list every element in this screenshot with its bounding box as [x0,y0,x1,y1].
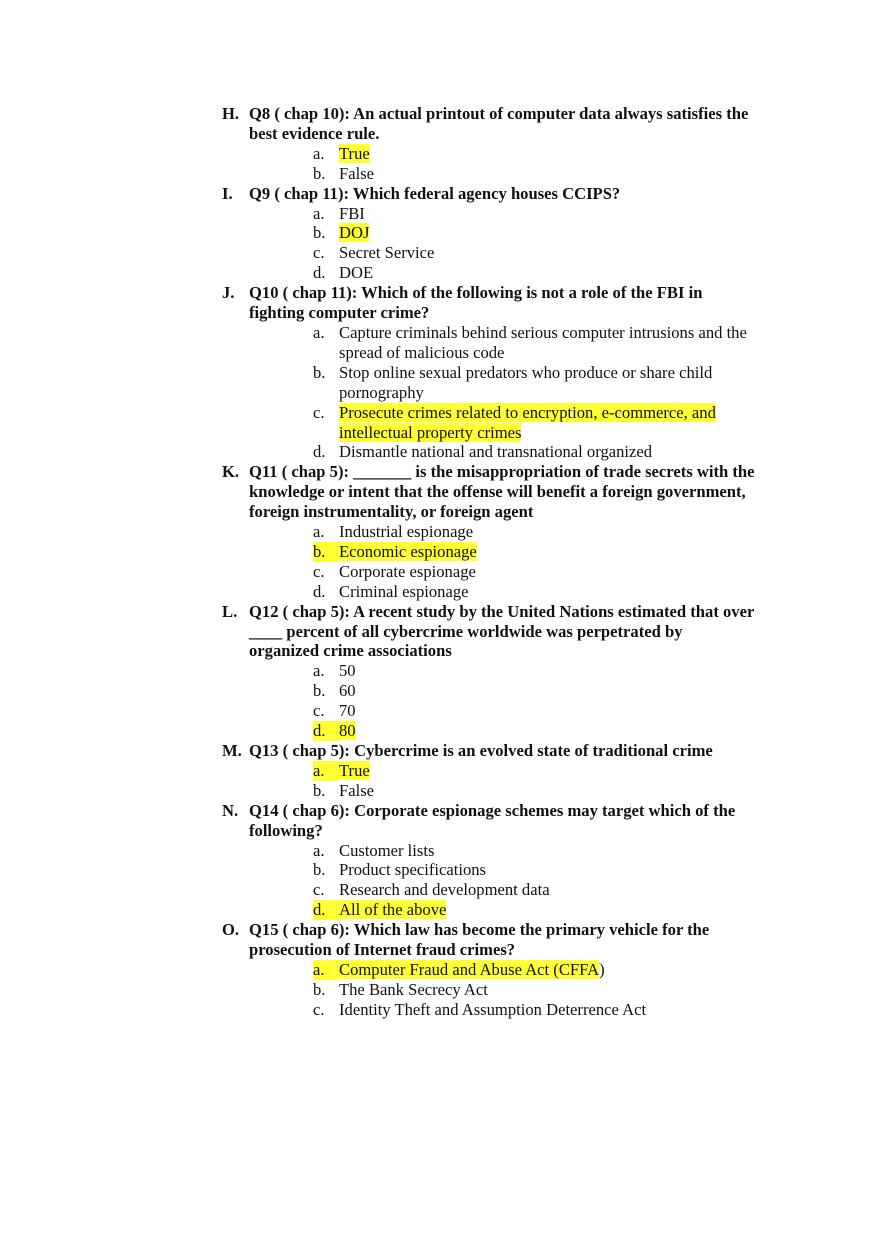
option-letter: b. [313,860,326,880]
answer-option [222,243,822,263]
question-text-line [222,920,822,940]
option-text: intellectual property crimes [339,422,522,442]
question-text-line [222,602,822,622]
question-item [222,104,822,184]
question-text: Q14 ( chap 6): Corporate espionage schemes may target which of the [249,800,736,820]
option-text: False [339,163,375,183]
question-letter: K. [222,462,240,482]
option-text: DOE [339,263,374,283]
answer-option [222,204,822,224]
answer-option [222,144,822,164]
question-text: organized crime associations [249,641,452,661]
answer-option [222,980,822,1000]
question-text-line [222,502,822,522]
answer-option [222,542,822,562]
question-text-line [222,821,822,841]
question-text-line [222,940,822,960]
option-text: Stop online sexual predators who produce or share child [339,362,713,382]
question-text-line [222,741,822,761]
option-letter: c. [313,880,325,900]
option-letter: a. [313,661,325,681]
option-letter: b. [313,542,339,562]
option-text: True [339,760,370,780]
option-letter: c. [313,402,325,422]
option-letter: d. [313,442,326,462]
answer-option [222,522,822,542]
option-text: Product specifications [339,860,487,880]
option-text: False [339,780,375,800]
question-text-line [222,482,822,502]
answer-option [222,860,822,880]
question-text: foreign instrumentality, or foreign agent [249,502,534,522]
answer-option [222,323,822,343]
question-text: knowledge or intent that the offense will benefit a foreign government, [249,482,746,502]
question-letter: I. [222,183,233,203]
answer-option [222,761,822,781]
answer-option [222,263,822,283]
question-item [222,801,822,920]
answer-option [222,701,822,721]
answer-option [222,661,822,681]
question-letter: N. [222,800,239,820]
answer-option [222,1000,822,1020]
option-letter: a. [313,143,325,163]
option-letter: d. [313,721,339,741]
answer-option [222,164,822,184]
question-text-line [222,622,822,642]
option-text: All of the above [339,900,447,920]
question-letter: M. [222,741,242,760]
answer-option [222,582,822,602]
option-letter: b. [313,681,326,701]
question-text-line [222,283,822,303]
option-letter: b. [313,362,326,382]
option-text: Capture criminals behind serious computer intrusions and the [339,322,747,342]
option-text: Prosecute crimes related to encryption, e-commerce, and [339,402,716,422]
question-item [222,741,822,801]
question-text: ____ percent of all cybercrime worldwide was perpetrated by [249,621,683,641]
question-item [222,920,822,1020]
option-letter: d. [313,900,339,920]
option-letter: a. [313,203,325,223]
answer-option [222,383,822,403]
answer-option [222,403,822,423]
question-item [222,602,822,741]
answer-option [222,442,822,462]
option-text: 80 [339,721,356,741]
answer-option [222,343,822,363]
question-text-line [222,124,822,144]
option-text: FBI [339,203,365,223]
option-letter: d. [313,581,326,601]
answer-option [222,900,822,920]
question-letter: O. [222,920,240,940]
question-letter: J. [222,283,235,303]
option-letter: b. [313,979,326,999]
option-text: 50 [339,661,356,681]
question-text-line [222,641,822,661]
question-text: prosecution of Internet fraud crimes? [249,940,516,960]
option-letter: c. [313,701,325,721]
option-text: True [339,143,370,163]
option-text: Industrial espionage [339,522,474,542]
option-letter: b. [313,223,326,243]
option-letter: c. [313,561,325,581]
answer-option [222,363,822,383]
option-letter: a. [313,960,339,980]
question-text-line [222,104,822,124]
option-text: DOJ [339,223,370,243]
option-text: The Bank Secrecy Act [339,979,488,999]
question-text: Q13 ( chap 5): Cybercrime is an evolved state of traditional crime [249,741,713,760]
question-text: best evidence rule. [249,123,380,143]
option-text: 60 [339,681,356,701]
option-text: Secret Service [339,243,435,263]
question-text: Q8 ( chap 10): An actual printout of computer data always satisfies the [249,104,749,123]
answer-option [222,223,822,243]
answer-option [222,960,822,980]
option-text: spread of malicious code [339,342,505,362]
question-letter: H. [222,104,240,123]
option-text: Research and development data [339,880,550,900]
question-text-line [222,801,822,821]
quiz-document [222,104,822,1020]
question-item [222,283,822,462]
option-text: Corporate espionage [339,561,476,581]
question-text: fighting computer crime? [249,303,430,323]
question-text: Q15 ( chap 6): Which law has become the primary vehicle for the [249,920,710,940]
option-text-suffix: ) [599,959,605,979]
question-item [222,184,822,284]
question-text: Q10 ( chap 11): Which of the following is not a role of the FBI in [249,283,703,303]
question-text: following? [249,820,323,840]
question-text: Q12 ( chap 5): A recent study by the United Nations estimated that over [249,601,755,621]
option-letter: a. [313,322,325,342]
answer-option [222,841,822,861]
question-text: Q11 ( chap 5): _______ is the misappropriation of trade secrets with the [249,462,755,482]
option-letter: a. [313,522,325,542]
question-text-line [222,184,822,204]
option-text: Dismantle national and transnational organized [339,442,653,462]
option-letter: c. [313,243,325,263]
answer-option [222,781,822,801]
option-letter: b. [313,163,326,183]
option-letter: a. [313,840,325,860]
question-item [222,462,822,601]
question-text-line [222,303,822,323]
answer-option [222,423,822,443]
option-letter: d. [313,263,326,283]
option-letter: c. [313,999,325,1019]
option-text: Identity Theft and Assumption Deterrence Act [339,999,647,1019]
answer-option [222,562,822,582]
option-text: pornography [339,382,424,402]
question-text-line [222,462,822,482]
question-letter: L. [222,601,238,621]
option-text: Criminal espionage [339,581,469,601]
option-text: Customer lists [339,840,435,860]
option-text: 70 [339,701,356,721]
option-letter: b. [313,780,326,800]
option-text: Computer Fraud and Abuse Act (CFFA [339,959,600,979]
answer-option [222,721,822,741]
answer-option [222,880,822,900]
option-letter: a. [313,761,339,781]
question-text: Q9 ( chap 11): Which federal agency houses CCIPS? [249,183,621,203]
answer-option [222,681,822,701]
option-text: Economic espionage [339,541,477,561]
